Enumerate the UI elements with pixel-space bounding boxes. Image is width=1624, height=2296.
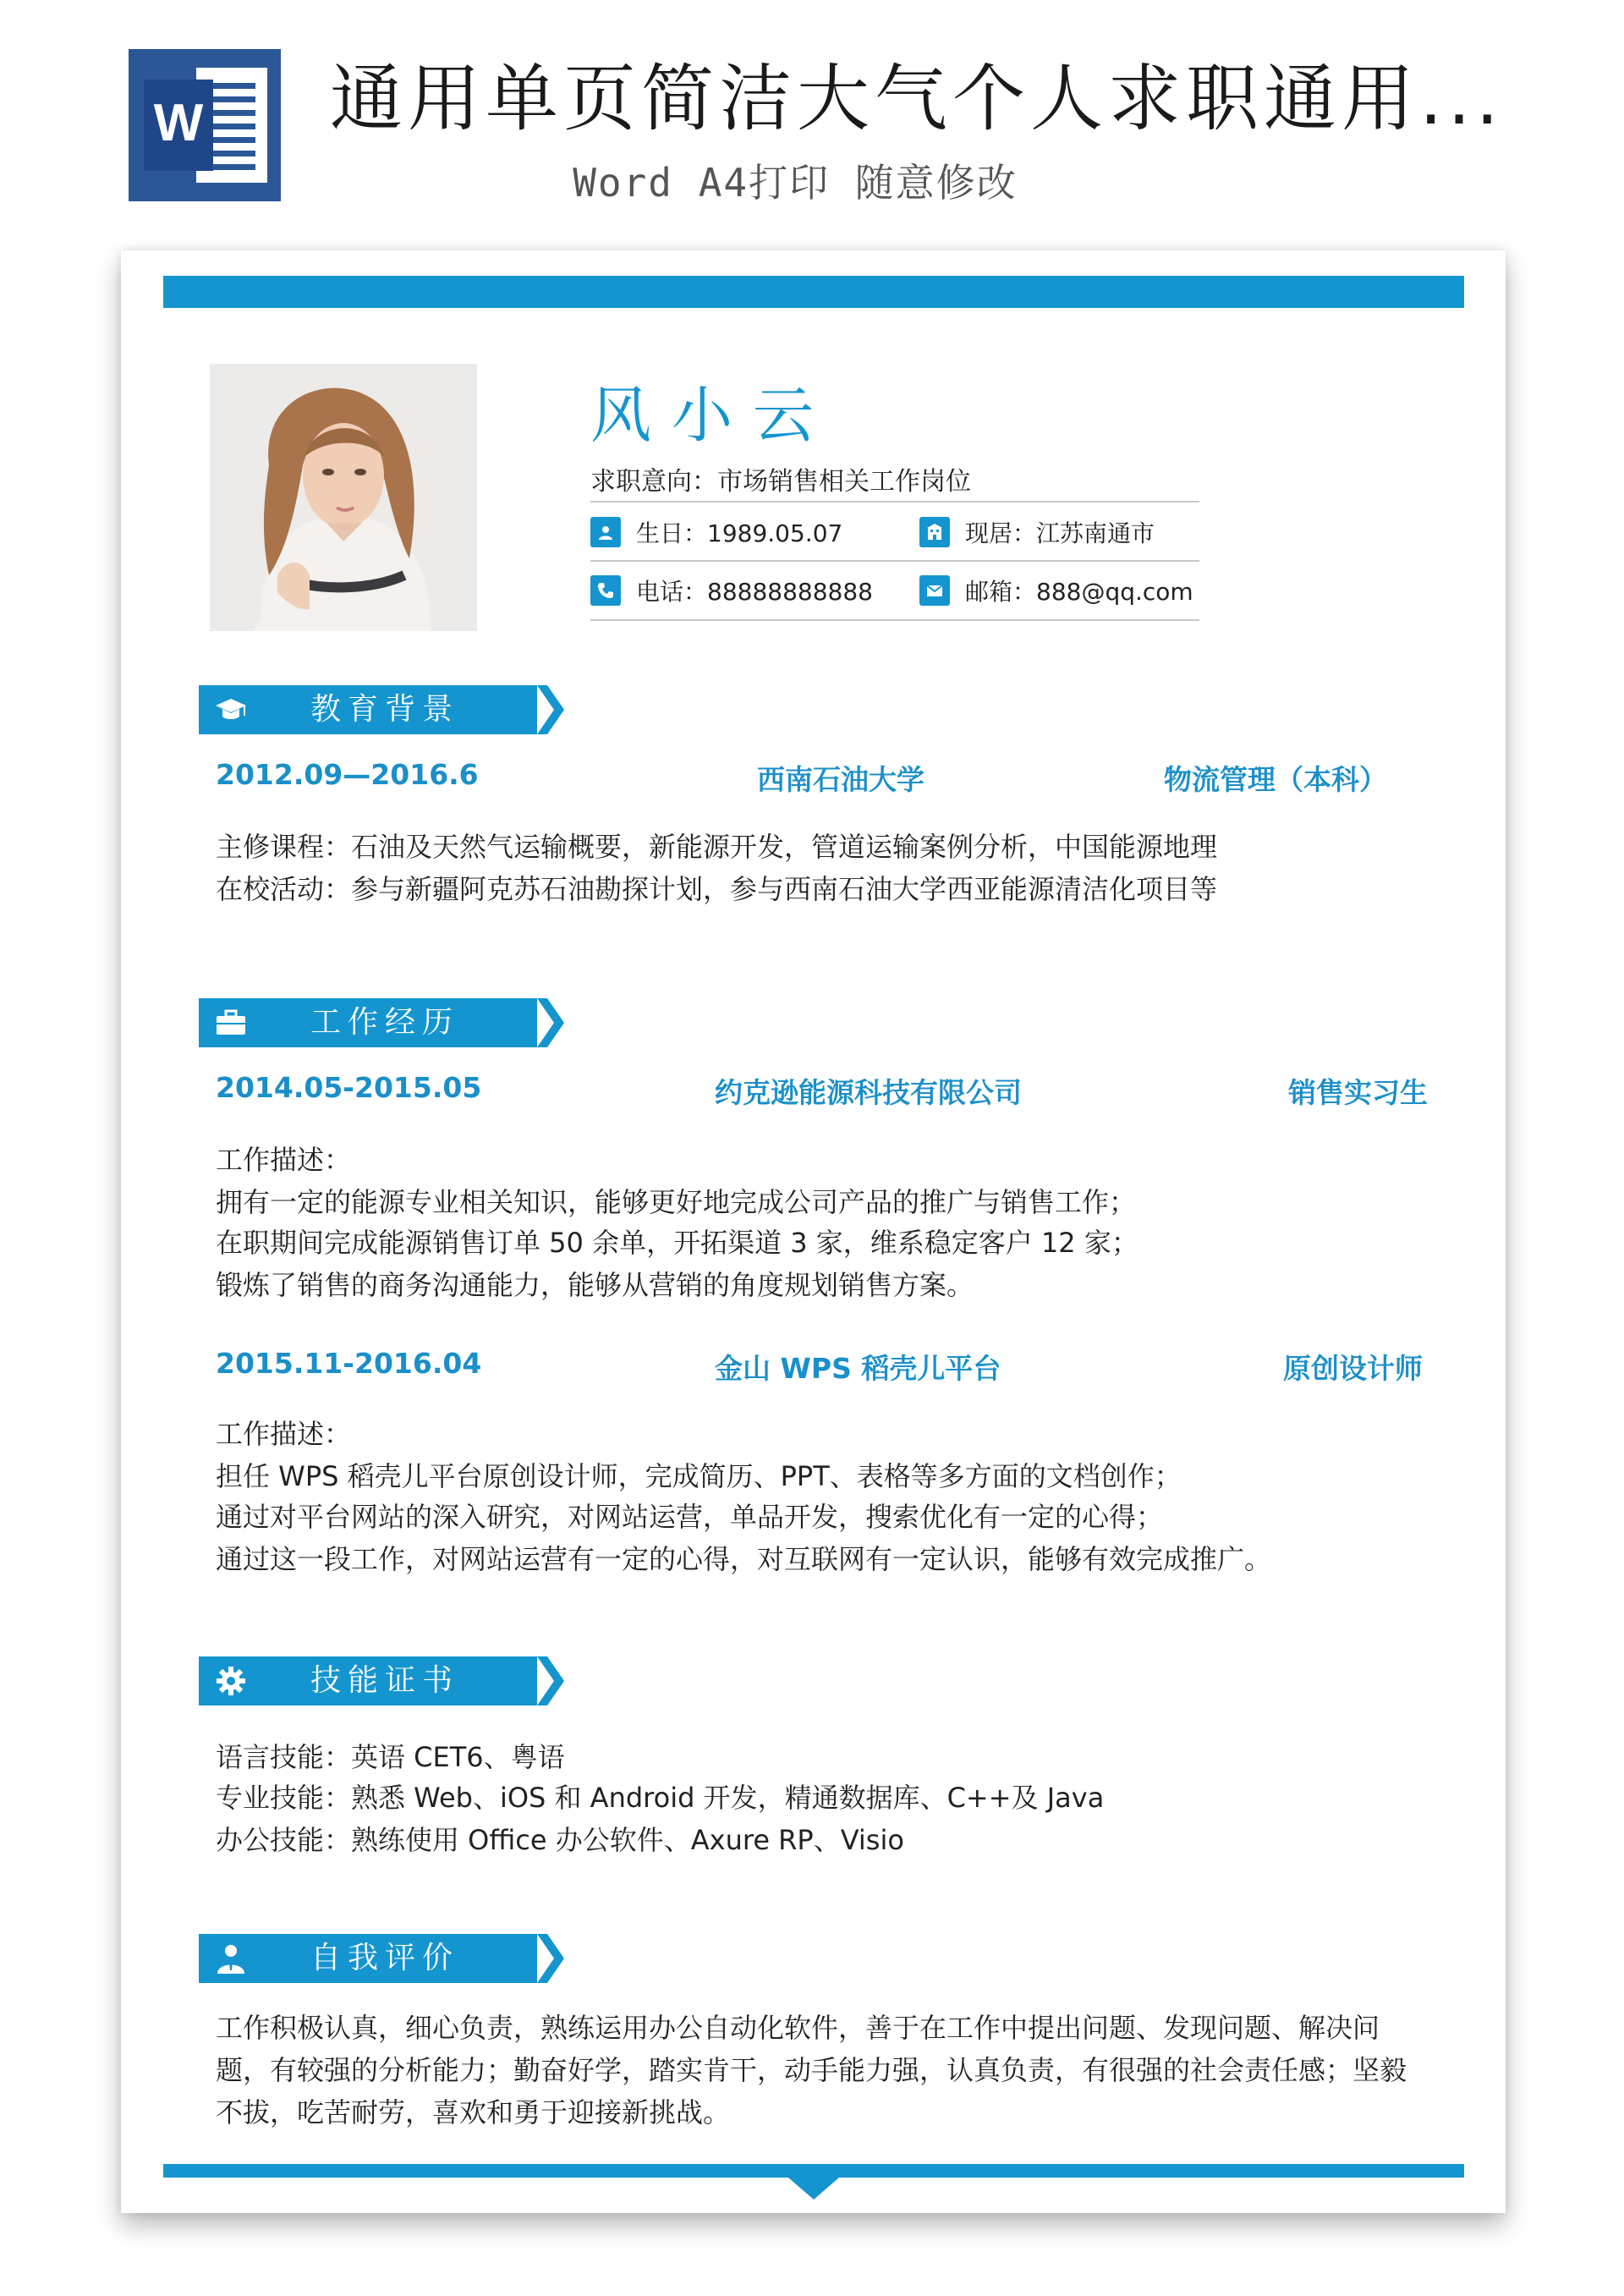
phone-icon bbox=[590, 575, 621, 606]
education-line: 主修课程：石油及天然气运输概要，新能源开发，管道运输案例分析，中国能源地理 bbox=[216, 831, 1218, 863]
chevron-right-icon bbox=[535, 1934, 569, 1983]
education-school: 西南石油大学 bbox=[757, 763, 924, 796]
section-title: 工作经历 bbox=[310, 1005, 460, 1040]
email-text: 邮箱：888@qq.com bbox=[965, 578, 1193, 606]
education-major: 物流管理（本科） bbox=[1164, 763, 1387, 796]
work-line: 通过这一段工作，对网站运营有一定的心得，对互联网有一定认识，能够有效完成推广。 bbox=[216, 1543, 1272, 1575]
work-line: 工作描述： bbox=[216, 1418, 352, 1450]
word-app-icon bbox=[129, 49, 281, 201]
self-evaluation-text: 工作积极认真，细心负责，熟练运用办公自动化软件，善于在工作中提出问题、发现问题、解决问题，有较强的分析能力；勤奋好学，踏实肯干，动手能力强，认真负责，有很强的社会责任感；坚毅不拔，吃苦耐劳，喜欢和勇于迎接新挑战。 bbox=[216, 2012, 1407, 2128]
skill-line: 办公技能：熟练使用 Office 办公软件、Axure RP、Visio bbox=[216, 1824, 904, 1856]
section-header-skills bbox=[199, 1656, 579, 1706]
work-line: 担任 WPS 稻壳儿平台原创设计师，完成简历、PPT、表格等多方面的文档创作； bbox=[216, 1460, 1182, 1492]
work-line: 在职期间完成能源销售订单 50 余单，开拓渠道 3 家，维系稳定客户 12 家； bbox=[216, 1227, 1138, 1259]
section-title: 教育背景 bbox=[310, 692, 460, 727]
mail-icon bbox=[919, 575, 950, 606]
document-title: 通用单页简洁大气个人求职通用... bbox=[330, 57, 1505, 141]
residence-item bbox=[919, 515, 1155, 549]
email-item bbox=[919, 574, 1193, 607]
phone-item bbox=[590, 574, 873, 607]
top-accent-bar bbox=[163, 276, 1464, 308]
skill-line: 专业技能：熟悉 Web、iOS 和 Android 开发，精通数据库、C++及 Java bbox=[216, 1782, 1105, 1814]
profile-photo bbox=[210, 364, 477, 631]
section-header-work bbox=[199, 998, 579, 1047]
section-title: 技能证书 bbox=[310, 1663, 460, 1698]
residence-text: 现居：江苏南通市 bbox=[965, 519, 1155, 547]
graduation-cap-icon bbox=[214, 693, 248, 727]
word-logo-letter: W bbox=[153, 94, 204, 152]
work-line: 拥有一定的能源专业相关知识，能够更好地完成公司产品的推广与销售工作； bbox=[216, 1186, 1137, 1218]
info-divider bbox=[590, 560, 1199, 562]
work-line: 锻炼了销售的商务沟通能力，能够从营销的角度规划销售方案。 bbox=[216, 1269, 974, 1301]
birthday-item bbox=[590, 515, 842, 549]
candidate-name: 风小云 bbox=[590, 380, 835, 451]
chevron-right-icon bbox=[535, 998, 569, 1047]
person-icon bbox=[214, 1942, 248, 1975]
phone-text: 电话：88888888888 bbox=[636, 578, 873, 606]
skill-line: 语言技能：英语 CET6、粤语 bbox=[216, 1741, 565, 1773]
chevron-right-icon bbox=[535, 685, 569, 734]
section-header-education bbox=[199, 685, 579, 734]
work-period: 2014.05-2015.05 bbox=[216, 1071, 482, 1104]
section-header-self-evaluation bbox=[199, 1934, 579, 1983]
work-line: 通过对平台网站的深入研究，对网站运营，单品开发，搜索优化有一定的心得； bbox=[216, 1501, 1164, 1533]
job-intent: 求职意向：市场销售相关工作岗位 bbox=[590, 467, 971, 497]
info-divider bbox=[590, 619, 1199, 621]
gear-icon bbox=[214, 1664, 248, 1698]
resume-page bbox=[121, 250, 1506, 2213]
birthday-text: 生日：1989.05.07 bbox=[636, 519, 843, 547]
chevron-right-icon bbox=[535, 1656, 569, 1706]
work-company: 金山 WPS 稻壳儿平台 bbox=[715, 1352, 1001, 1385]
work-company: 约克逊能源科技有限公司 bbox=[715, 1076, 1022, 1109]
document-subtitle: Word A4打印 随意修改 bbox=[573, 160, 1018, 206]
bottom-accent-bar bbox=[163, 2164, 1464, 2178]
work-role: 销售实习生 bbox=[1288, 1076, 1428, 1109]
id-card-icon bbox=[590, 517, 621, 547]
work-period: 2015.11-2016.04 bbox=[216, 1347, 482, 1380]
info-divider bbox=[590, 501, 1199, 503]
work-role: 原创设计师 bbox=[1283, 1352, 1423, 1385]
bottom-notch bbox=[788, 2178, 839, 2200]
work-line: 工作描述： bbox=[216, 1144, 352, 1176]
education-period: 2012.09—2016.6 bbox=[216, 758, 479, 791]
briefcase-icon bbox=[214, 1006, 248, 1040]
section-title: 自我评价 bbox=[310, 1941, 460, 1975]
education-line: 在校活动：参与新疆阿克苏石油勘探计划，参与西南石油大学西亚能源清洁化项目等 bbox=[216, 873, 1218, 905]
building-icon bbox=[919, 517, 950, 547]
